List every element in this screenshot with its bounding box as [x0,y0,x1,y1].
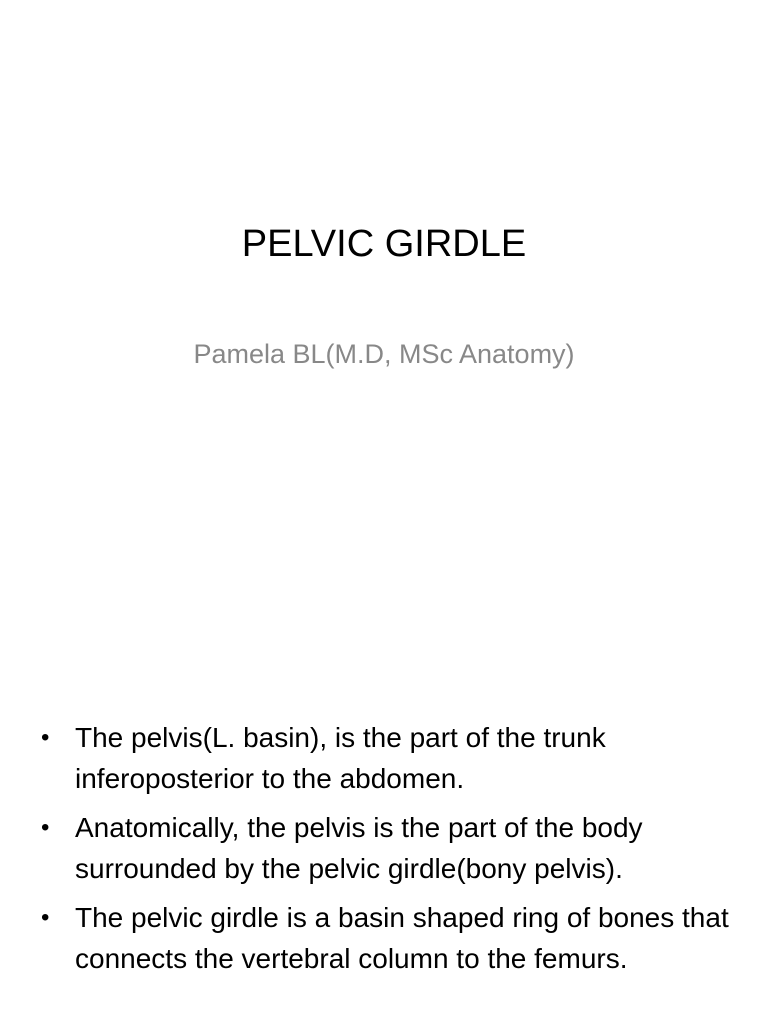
bullet-item [38,807,738,889]
bullet-dot-icon: • [41,904,50,931]
bullet-item [38,717,738,799]
bullet-dot-icon: • [41,814,50,841]
bullet-item [38,897,738,979]
content-slide [0,576,768,1024]
bullet-text: The pelvic girdle is a basin shaped ring of bones that connects the vertebral column to the femurs. [75,902,729,974]
slide-subtitle: Pamela BL(M.D, MSc Anatomy) [193,339,575,369]
bullet-list [38,717,738,987]
bullet-text: The pelvis(L. basin), is the part of the trunk inferoposterior to the abdomen. [75,722,606,794]
bullet-text: Anatomically, the pelvis is the part of the body surrounded by the pelvic girdle(bony pelvis). [75,812,643,884]
slide-title: PELVIC GIRDLE [241,223,527,265]
bullet-dot-icon: • [41,724,50,751]
